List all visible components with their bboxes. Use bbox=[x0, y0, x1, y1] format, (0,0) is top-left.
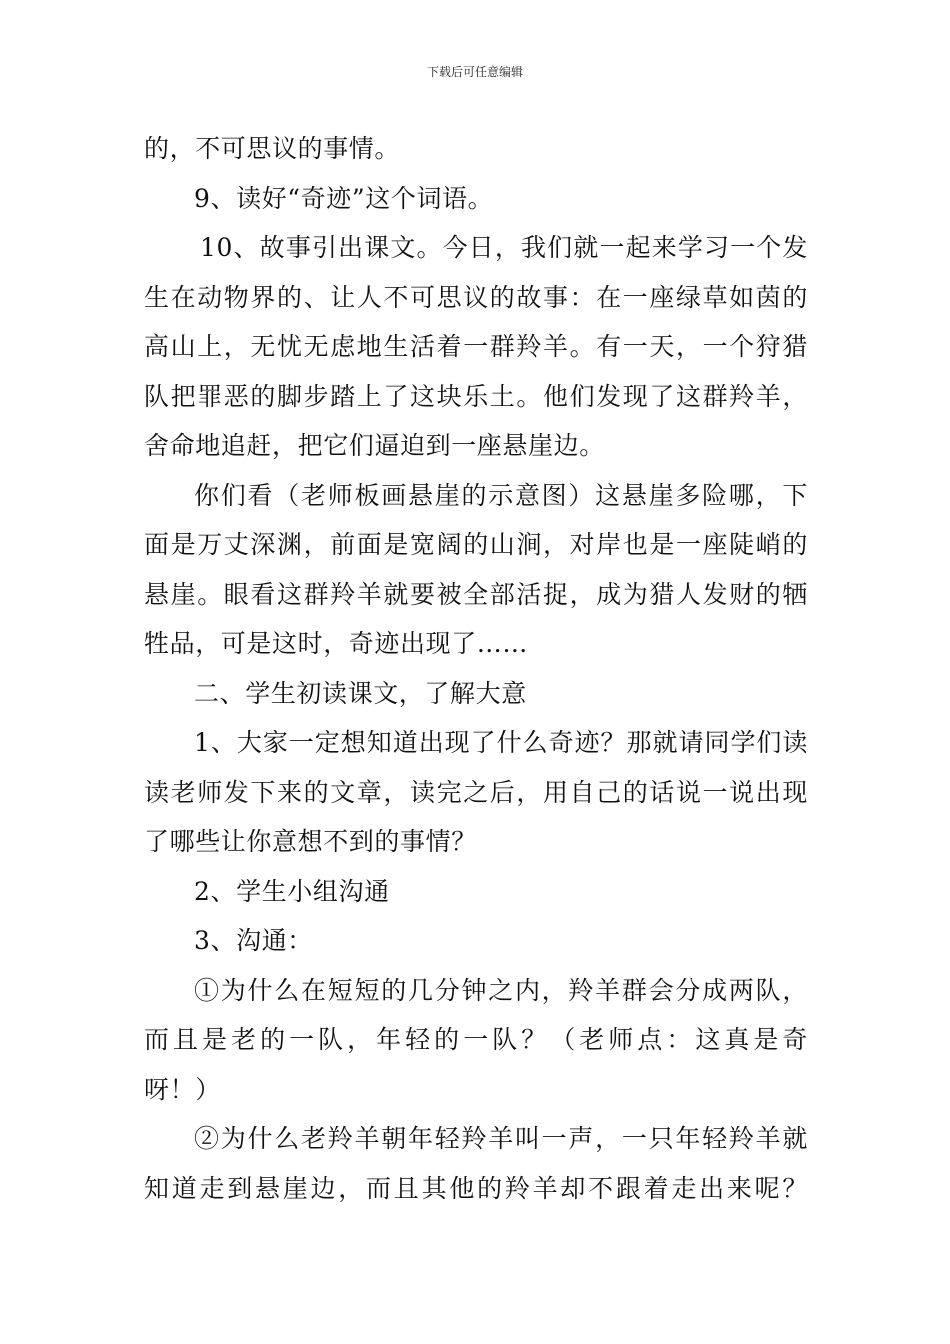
text-line: 面是万丈深渊，前面是宽阔的山涧，对岸也是一座陡峭的 bbox=[144, 530, 808, 559]
text-line: 舍命地追赶，把它们逼迫到一座悬崖边。 bbox=[144, 431, 605, 460]
text-line: 知道走到悬崖边，而且其他的羚羊却不跟着走出来呢？ bbox=[144, 1173, 808, 1203]
text-line: 1、大家一定想知道出现了什么奇迹？那就请同学们读 bbox=[194, 728, 808, 757]
text-line: 10、故事引出课文。今日，我们就一起来学习一个发 bbox=[200, 233, 808, 262]
document-body bbox=[144, 124, 808, 1213]
text-line: 队把罪恶的脚步踏上了这块乐土。他们发现了这群羚羊， bbox=[144, 381, 808, 411]
text-line: 2、学生小组沟通 bbox=[194, 876, 390, 906]
text-line: 而且是老的一队，年轻的一队？（老师点：这真是奇 bbox=[144, 1025, 808, 1054]
text-line: ①为什么在短短的几分钟之内，羚羊群会分成两队， bbox=[194, 975, 808, 1005]
text-line: 呀！） bbox=[144, 1074, 221, 1104]
text-line: 的，不可思议的事情。 bbox=[144, 134, 401, 163]
text-line: 你们看（老师板画悬崖的示意图）这悬崖多险哪，下 bbox=[194, 480, 808, 510]
text-line: ②为什么老羚羊朝年轻羚羊叫一声，一只年轻羚羊就 bbox=[194, 1124, 808, 1153]
text-line: 读老师发下来的文章，读完之后，用自己的话说一说出现 bbox=[144, 777, 808, 807]
text-line: 悬崖。眼看这群羚羊就要被全部活捉，成为猎人发财的牺 bbox=[144, 579, 808, 609]
text-line: 9、读好“奇迹”这个词语。 bbox=[194, 183, 494, 213]
text-line: 生在动物界的、让人不可思议的故事：在一座绿草如茵的 bbox=[144, 282, 808, 312]
text-line: 高山上，无忧无虑地生活着一群羚羊。有一天，一个狩猎 bbox=[144, 332, 808, 361]
text-line: 3、沟通： bbox=[194, 926, 313, 955]
text-line: 了哪些让你意想不到的事情？ bbox=[144, 827, 477, 856]
page-header: 下载后可任意编辑 bbox=[426, 65, 523, 79]
text-line: 二、学生初读课文，了解大意 bbox=[194, 678, 527, 708]
text-line: 牲品，可是这时，奇迹出现了…… bbox=[144, 629, 529, 658]
